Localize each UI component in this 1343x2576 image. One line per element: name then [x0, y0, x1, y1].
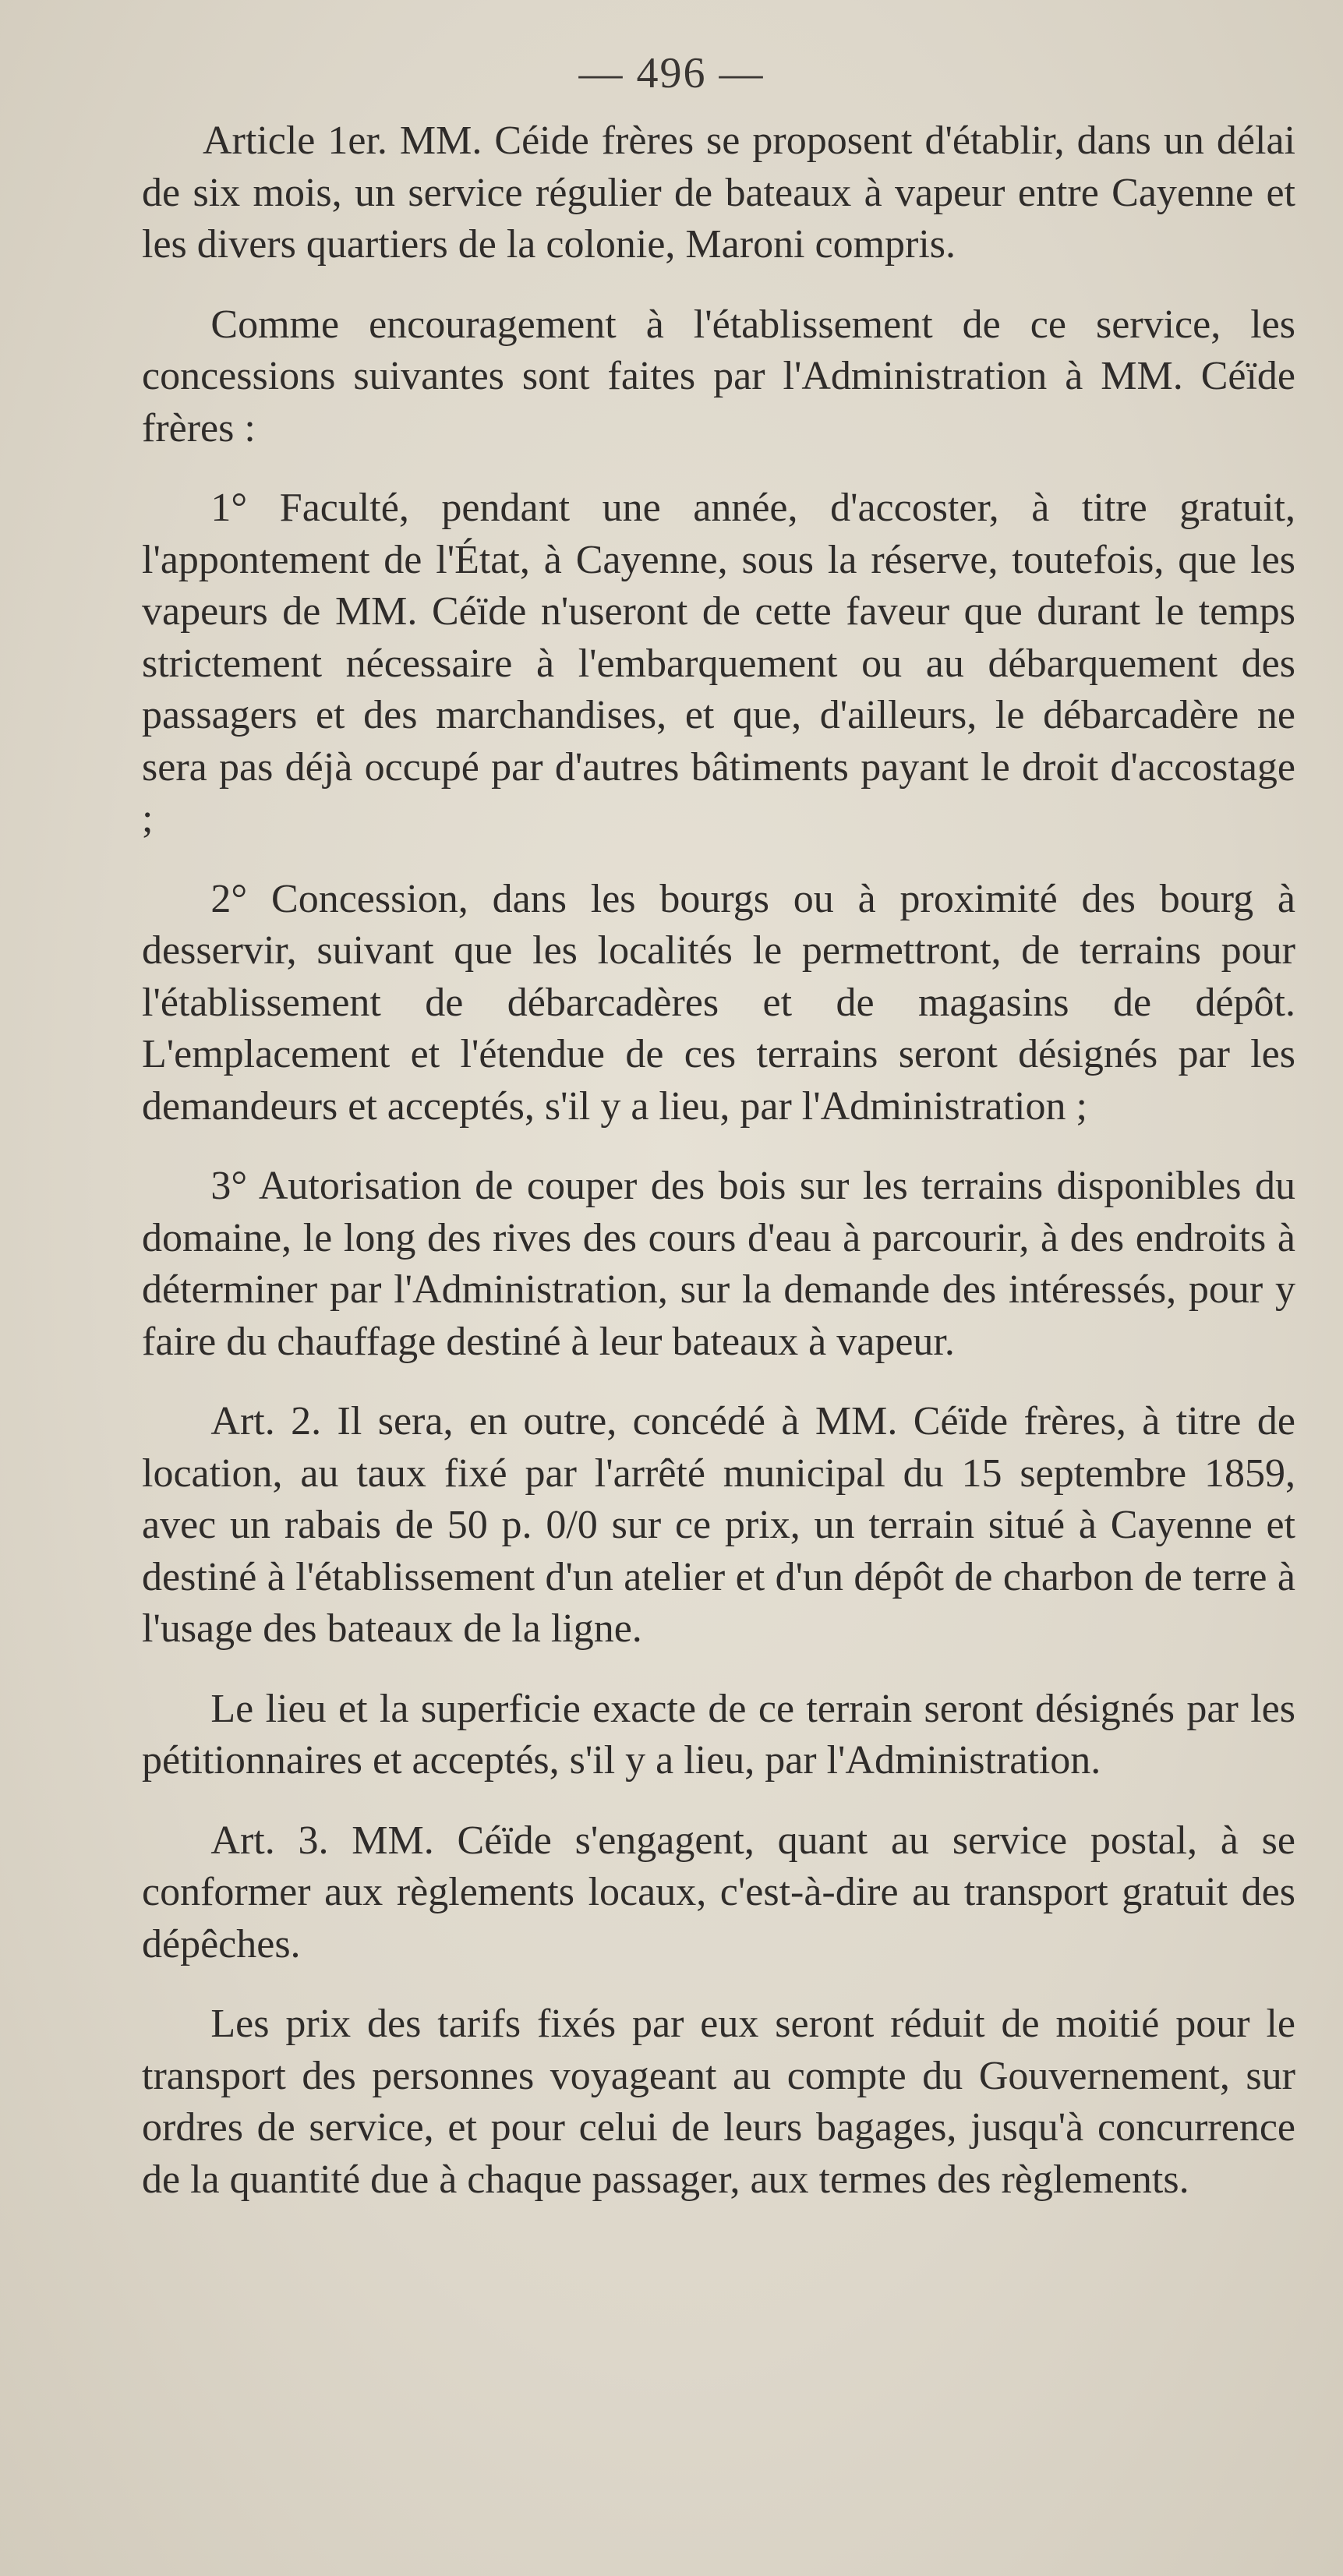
body-text — [142, 115, 1295, 2206]
page-number-header: — 496 — — [578, 49, 765, 97]
paragraph-tariffs: Les prix des tarifs fixés par eux seront réduit de moitié pour le transport des personnes voyageant au compte du Gouvernement, sur ordres de service, et pour celui de leurs bagages, jusqu'à concurrence de la quantité due à chaque passager, aux termes des règlements. — [142, 2002, 1295, 2202]
paragraph-terrain-location: Le lieu et la superficie exacte de ce terrain seront désignés par les pétitionnaires et acceptés, s'il y a lieu, par l'Administration. — [142, 1686, 1295, 1783]
paragraph-article-3: Art. 3. MM. Céïde s'engagent, quant au service postal, à se conformer aux règlements locaux, c'est-à-dire au transport gratuit des dépêches. — [142, 1818, 1295, 1966]
paragraph-concession-2: 2° Concession, dans les bourgs ou à proximité des bourg à desservir, suivant que les localités le permettront, de terrains pour l'établissement de débarcadères et de magasins de dépôt. L'emplacement et l'étendue de ces terrains seront désignés par les demandeurs et acceptés, s'il y a lieu, par l'Administration ; — [142, 876, 1295, 1129]
paragraph-concession-3: 3° Autorisation de couper des bois sur les terrains disponibles du domaine, le long des rives des cours d'eau à parcourir, à des endroits à déterminer par l'Administration, sur la demande des intéressés, pour y faire du chauffage destiné à leur bateaux à vapeur. — [142, 1164, 1295, 1364]
paragraph-article-2: Art. 2. Il sera, en outre, concédé à MM. Céïde frères, à titre de location, au taux fixé par l'arrêté municipal du 15 septembre 1859, avec un rabais de 50 p. 0/0 sur ce prix, un terrain situé à Cayenne et destiné à l'établissement d'un atelier et d'un dépôt de charbon de terre à l'usage des bateaux de la ligne. — [142, 1399, 1295, 1651]
paragraph-article-1: Article 1er. MM. Céide frères se proposent d'établir, dans un délai de six mois, un service régulier de bateaux à vapeur entre Cayenne et les divers quartiers de la colonie, Maroni compris. — [142, 118, 1295, 267]
paragraph-encouragement: Comme encouragement à l'établissement de ce service, les concessions suivantes sont faites par l'Administration à MM. Céïde frères : — [142, 302, 1295, 451]
paragraph-concession-1: 1° Faculté, pendant une année, d'accoster, à titre gratuit, l'appontement de l'État, à Cayenne, sous la réserve, toutefois, que les vapeurs de MM. Céïde n'useront de cette faveur que durant le temps strictement nécessaire à l'embarquement ou au débarquement des passagers et des marchandises, et que, d'ailleurs, le débarcadère ne sera pas déjà occupé par d'autres bâtiments payant le droit d'accostage ; — [142, 486, 1295, 841]
